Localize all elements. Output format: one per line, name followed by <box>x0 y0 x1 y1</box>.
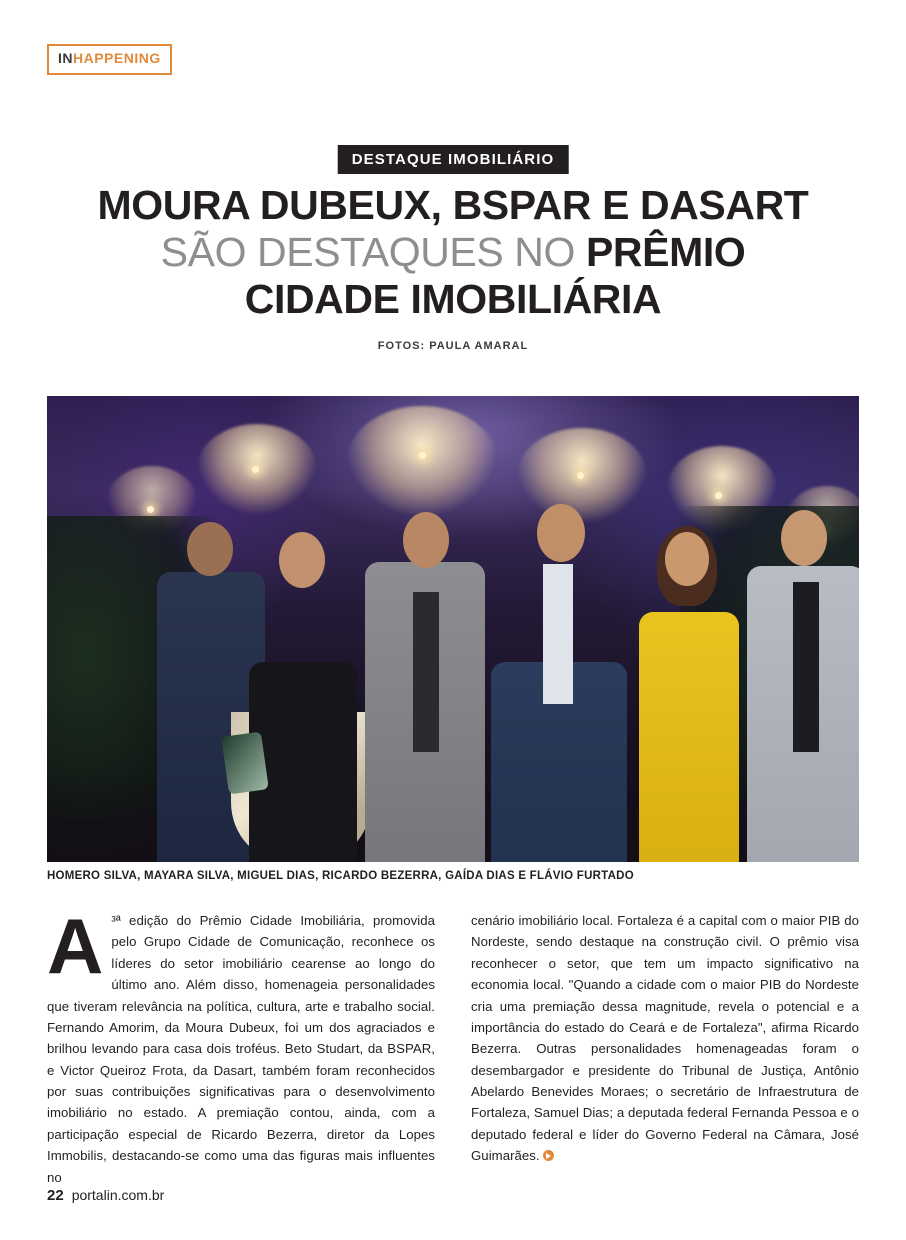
headline-line-3: CIDADE IMOBILIÁRIA <box>244 275 662 322</box>
light-glow <box>147 506 154 513</box>
chandelier-icon <box>347 406 497 516</box>
light-glow <box>252 466 259 473</box>
person-flavio-furtado <box>747 510 859 862</box>
person-mayara-silva <box>243 532 363 862</box>
headline-line-1: MOURA DUBEUX, BSPAR E DASART <box>97 182 809 228</box>
article-column-right-text: cenário imobiliário local. Fortaleza é a capital com o maior PIB do Nordeste, sendo destaque na construção civil. O prêmio visa reconhecer o setor, que tem um impacto significativo na economia local. "Quando a cidade com o maior PIB do Nordeste cria uma premiação dessa magnitude, revela o potencial e a importância do estado do Ceará e de Fortaleza", afirma Ricardo Bezerra. Outras personalidades homenageadas foram o desembargador e presidente do Tribunal de Justiça, Antônio Abelardo Benevides Moraes; o secretário de Infraestrutura de Fortaleza, Samuel Dias; a deputada federal Fernanda Pessoa e o deputado federal e líder do Governo Federal na Câmara, José Guimarães. <box>471 913 859 1164</box>
section-kicker <box>47 44 172 75</box>
light-glow <box>419 452 426 459</box>
light-glow <box>715 492 722 499</box>
headline-line-2-light: SÃO DESTAQUES NO <box>160 228 586 275</box>
article-body <box>47 902 859 1188</box>
page-title <box>0 184 906 322</box>
kicker-in: IN <box>58 50 73 66</box>
drop-cap: A <box>47 902 104 990</box>
person-gaida-dias <box>633 532 743 862</box>
photo-credit: FOTOS: PAULA AMARAL <box>377 340 529 352</box>
page-footer <box>47 1187 164 1204</box>
light-glow <box>577 472 584 479</box>
kicker-happening: HAPPENING <box>73 50 161 66</box>
clutch-bag <box>221 731 269 794</box>
page-number: 22 <box>47 1187 64 1204</box>
photo-background <box>47 396 859 862</box>
person-ricardo-bezerra <box>491 504 627 862</box>
section-label-badge: DESTAQUE IMOBILIÁRIO <box>338 145 569 174</box>
headline-line-2-bold: PRÊMIO <box>585 228 746 275</box>
person-miguel-dias <box>365 512 485 862</box>
photo-caption: HOMERO SILVA, MAYARA SILVA, MIGUEL DIAS, RICARDO BEZERRA, GAÍDA DIAS E FLÁVIO FURTADO <box>47 870 634 882</box>
headline-line-2 <box>0 228 906 275</box>
event-photograph <box>47 396 859 862</box>
end-mark-icon <box>543 1150 554 1161</box>
article-column-left-text: ³ª edição do Prêmio Cidade Imobiliária, promovida pelo Grupo Cidade de Comunicação, reconhece os líderes do setor imobiliário cearense ao longo do último ano. Além disso, homenageia personalidades que tiveram relevância na política, cultura, arte e trabalho social. Fernando Amorim, da Moura Dubeux, foi um dos agraciados e brilhou levando para casa dois troféus. Beto Studart, da BSPAR, e Victor Queiroz Frota, da Dasart, também foram reconhecidos por suas contribuições significativas para o desenvolvimento imobiliário no estado. A premiação contou, ainda, com a participação especial de Ricardo Bezerra, diretor da Lopes Immobilis, destacando-se como uma das figuras mais influentes no <box>47 913 435 1185</box>
article-column-left <box>47 902 435 1188</box>
article-column-right <box>471 910 859 1167</box>
footer-website[interactable]: portalin.com.br <box>71 1187 165 1203</box>
